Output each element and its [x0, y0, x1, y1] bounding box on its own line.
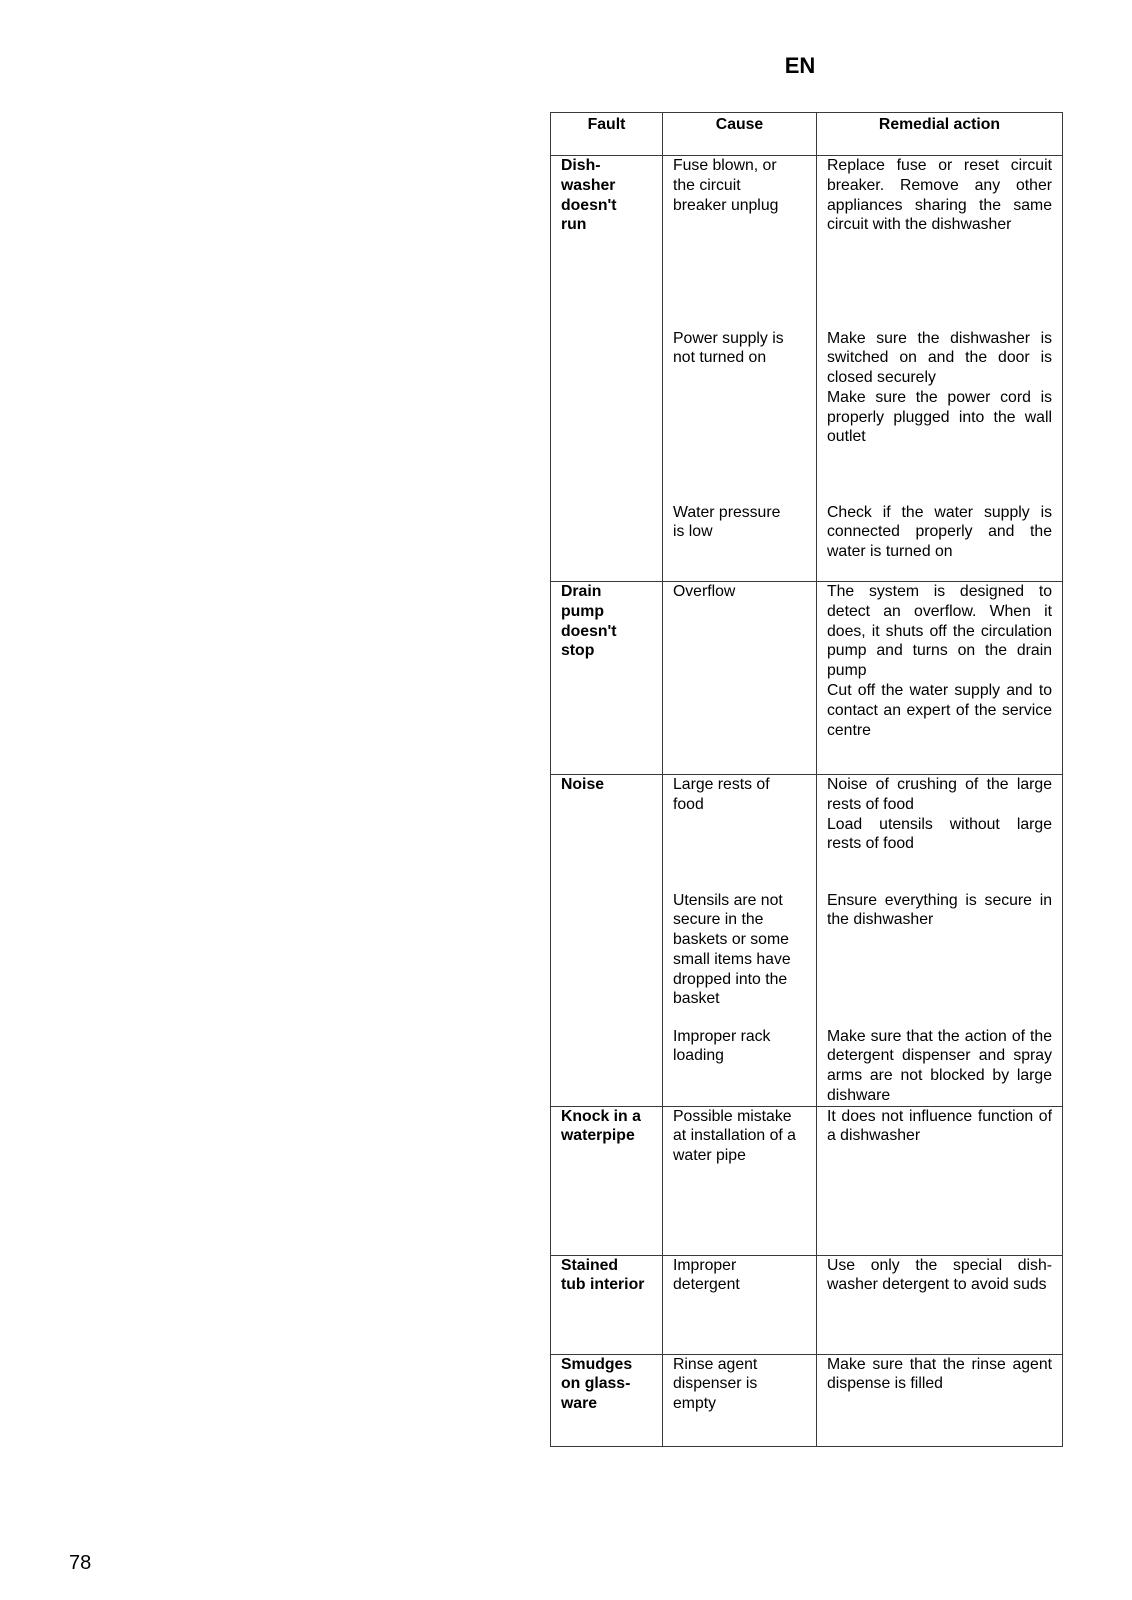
- cause-cell: Rinse agent dispenser is empty: [663, 1354, 817, 1446]
- fault-cell: Knock in a waterpipe: [551, 1106, 663, 1255]
- action-cell: Make sure the dishwasher is switched on and the door is closed securely Make sure the power cord is properly plugged into the wall outlet: [817, 329, 1063, 503]
- action-cell: Make sure that the rinse agent dispense is filled: [817, 1354, 1063, 1446]
- fault-cell: Dish- washer doesn't run: [551, 156, 663, 582]
- cause-cell: Improper detergent: [663, 1255, 817, 1354]
- troubleshooting-table: [550, 112, 1063, 1447]
- table-row: [551, 775, 1063, 891]
- action-cell: Use only the special dish-washer detergent to avoid suds: [817, 1255, 1063, 1354]
- header-fault: Fault: [551, 113, 663, 156]
- cause-cell: Fuse blown, or the circuit breaker unplug: [663, 156, 817, 329]
- cause-cell: Power supply is not turned on: [663, 329, 817, 503]
- cause-cell: Utensils are not secure in the baskets or some small items have dropped into the basket: [663, 891, 817, 1027]
- header-remedial-action: Remedial action: [817, 113, 1063, 156]
- action-cell: Replace fuse or reset circuit breaker. Remove any other appliances sharing the same circuit with the dishwasher: [817, 156, 1063, 329]
- cause-cell: Improper rack loading: [663, 1027, 817, 1107]
- fault-cell: Drain pump doesn't stop: [551, 582, 663, 775]
- page-number: 78: [69, 1552, 92, 1574]
- action-cell: Ensure everything is secure in the dishwasher: [817, 891, 1063, 1027]
- cause-cell: Water pressure is low: [663, 503, 817, 582]
- language-code: EN: [784, 53, 816, 78]
- action-cell: It does not influence function of a dishwasher: [817, 1106, 1063, 1255]
- fault-cell: Smudges on glass- ware: [551, 1354, 663, 1446]
- table-row: [551, 1255, 1063, 1354]
- cause-cell: Possible mistake at installation of a water pipe: [663, 1106, 817, 1255]
- table-row: [551, 1354, 1063, 1446]
- table-row: [551, 1106, 1063, 1255]
- action-cell: Make sure that the action of the detergent dispenser and spray arms are not blocked by large dishware: [817, 1027, 1063, 1107]
- fault-cell: Stained tub interior: [551, 1255, 663, 1354]
- header-cause: Cause: [663, 113, 817, 156]
- table-row: [551, 156, 1063, 329]
- action-cell: The system is designed to detect an overflow. When it does, it shuts off the circulation pump and turns on the drain pump Cut off the water supply and to contact an expert of the service centre: [817, 582, 1063, 775]
- cause-cell: Large rests of food: [663, 775, 817, 891]
- table-header-row: [551, 113, 1063, 156]
- action-cell: Noise of crushing of the large rests of food Load utensils without large rests of food: [817, 775, 1063, 891]
- cause-cell: Overflow: [663, 582, 817, 775]
- table-row: [551, 582, 1063, 775]
- action-cell: Check if the water supply is connected properly and the water is turned on: [817, 503, 1063, 582]
- fault-cell: Noise: [551, 775, 663, 1107]
